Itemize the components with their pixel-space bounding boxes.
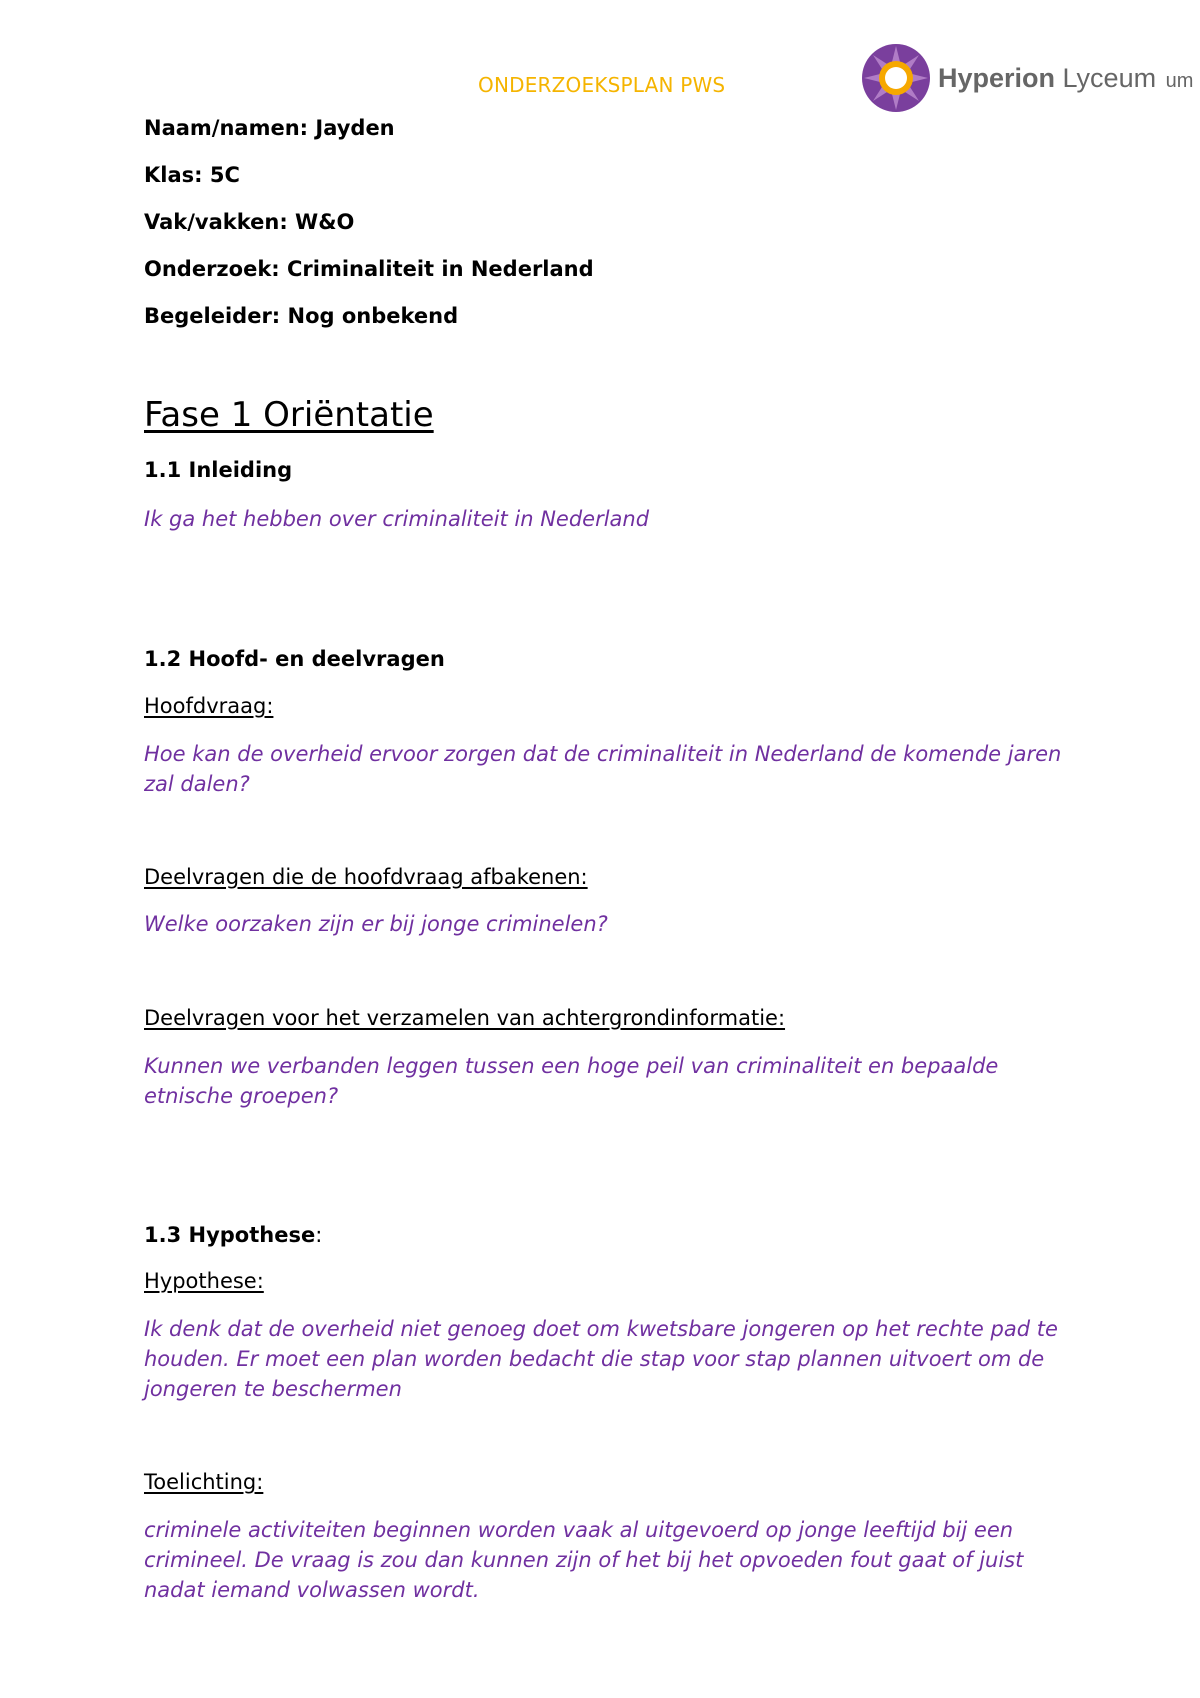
background-questions-label: Deelvragen voor het verzamelen van achtergrondinformatie: (144, 1006, 786, 1030)
meta-subject (144, 210, 354, 234)
main-question-text: Hoe kan de overheid ervoor zorgen dat de criminaliteit in Nederland de komende jaren zal dalen? (144, 742, 1062, 796)
hypothesis-label: Hypothese: (144, 1269, 264, 1293)
phase-title: Fase 1 Oriëntatie (144, 395, 434, 435)
meta-class-value: : 5C (194, 163, 240, 187)
sub-questions-text: Welke oorzaken zijn er bij jonge criminelen? (144, 912, 608, 936)
meta-name (144, 116, 395, 140)
meta-research-label: Onderzoek (144, 257, 272, 281)
section-1-3-heading (144, 1223, 322, 1247)
sun-logo-icon (860, 42, 932, 114)
explanation-label: Toelichting: (144, 1470, 264, 1494)
meta-research-value: : Criminaliteit in Nederland (271, 257, 594, 281)
hypothesis-text: Ik denk dat de overheid niet genoeg doet om kwetsbare jongeren op het rechte pad te houden. Er moet een plan worden bedacht die stap voor stap plannen uitvoert om de jongeren te beschermen (144, 1317, 1058, 1401)
section-1-3-heading-colon: : (315, 1223, 323, 1247)
meta-supervisor-value: : Nog onbekend (271, 304, 459, 328)
meta-name-label: Naam/namen (144, 116, 300, 140)
document-header-title: ONDERZOEKSPLAN PWS (478, 73, 726, 97)
meta-class (144, 163, 240, 187)
section-1-1-text: Ik ga het hebben over criminaliteit in Nederland (144, 507, 650, 531)
meta-class-label: Klas (144, 163, 195, 187)
meta-research (144, 257, 594, 281)
meta-subject-value: : W&O (279, 210, 355, 234)
hyperion-lyceum-logo (860, 38, 1200, 118)
background-questions-text: Kunnen we verbanden leggen tussen een hoge peil van criminaliteit en bepaalde etnische groepen? (144, 1054, 999, 1108)
logo-word-clipped: um (1165, 69, 1194, 92)
meta-supervisor-label: Begeleider (144, 304, 272, 328)
sub-questions-label: Deelvragen die de hoofdvraag afbakenen: (144, 865, 588, 889)
explanation-text: criminele activiteiten beginnen worden vaak al uitgevoerd op jonge leeftijd bij een crimineel. De vraag is zou dan kunnen zijn of het bij het opvoeden fout gaat of juist nadat iemand volwassen wordt. (144, 1518, 1024, 1602)
section-1-3-heading-text: 1.3 Hypothese (144, 1223, 316, 1247)
main-question-label: Hoofdvraag: (144, 694, 274, 718)
section-1-2-heading: 1.2 Hoofd- en deelvragen (144, 647, 445, 671)
logo-wordmark (938, 63, 1193, 94)
logo-word-hyperion: Hyperion (938, 62, 1056, 93)
meta-subject-label: Vak/vakken (144, 210, 280, 234)
meta-supervisor (144, 304, 458, 328)
meta-name-value: : Jayden (299, 116, 395, 140)
logo-word-lyceum: Lyceum (1062, 62, 1157, 93)
section-1-1-heading: 1.1 Inleiding (144, 458, 293, 482)
